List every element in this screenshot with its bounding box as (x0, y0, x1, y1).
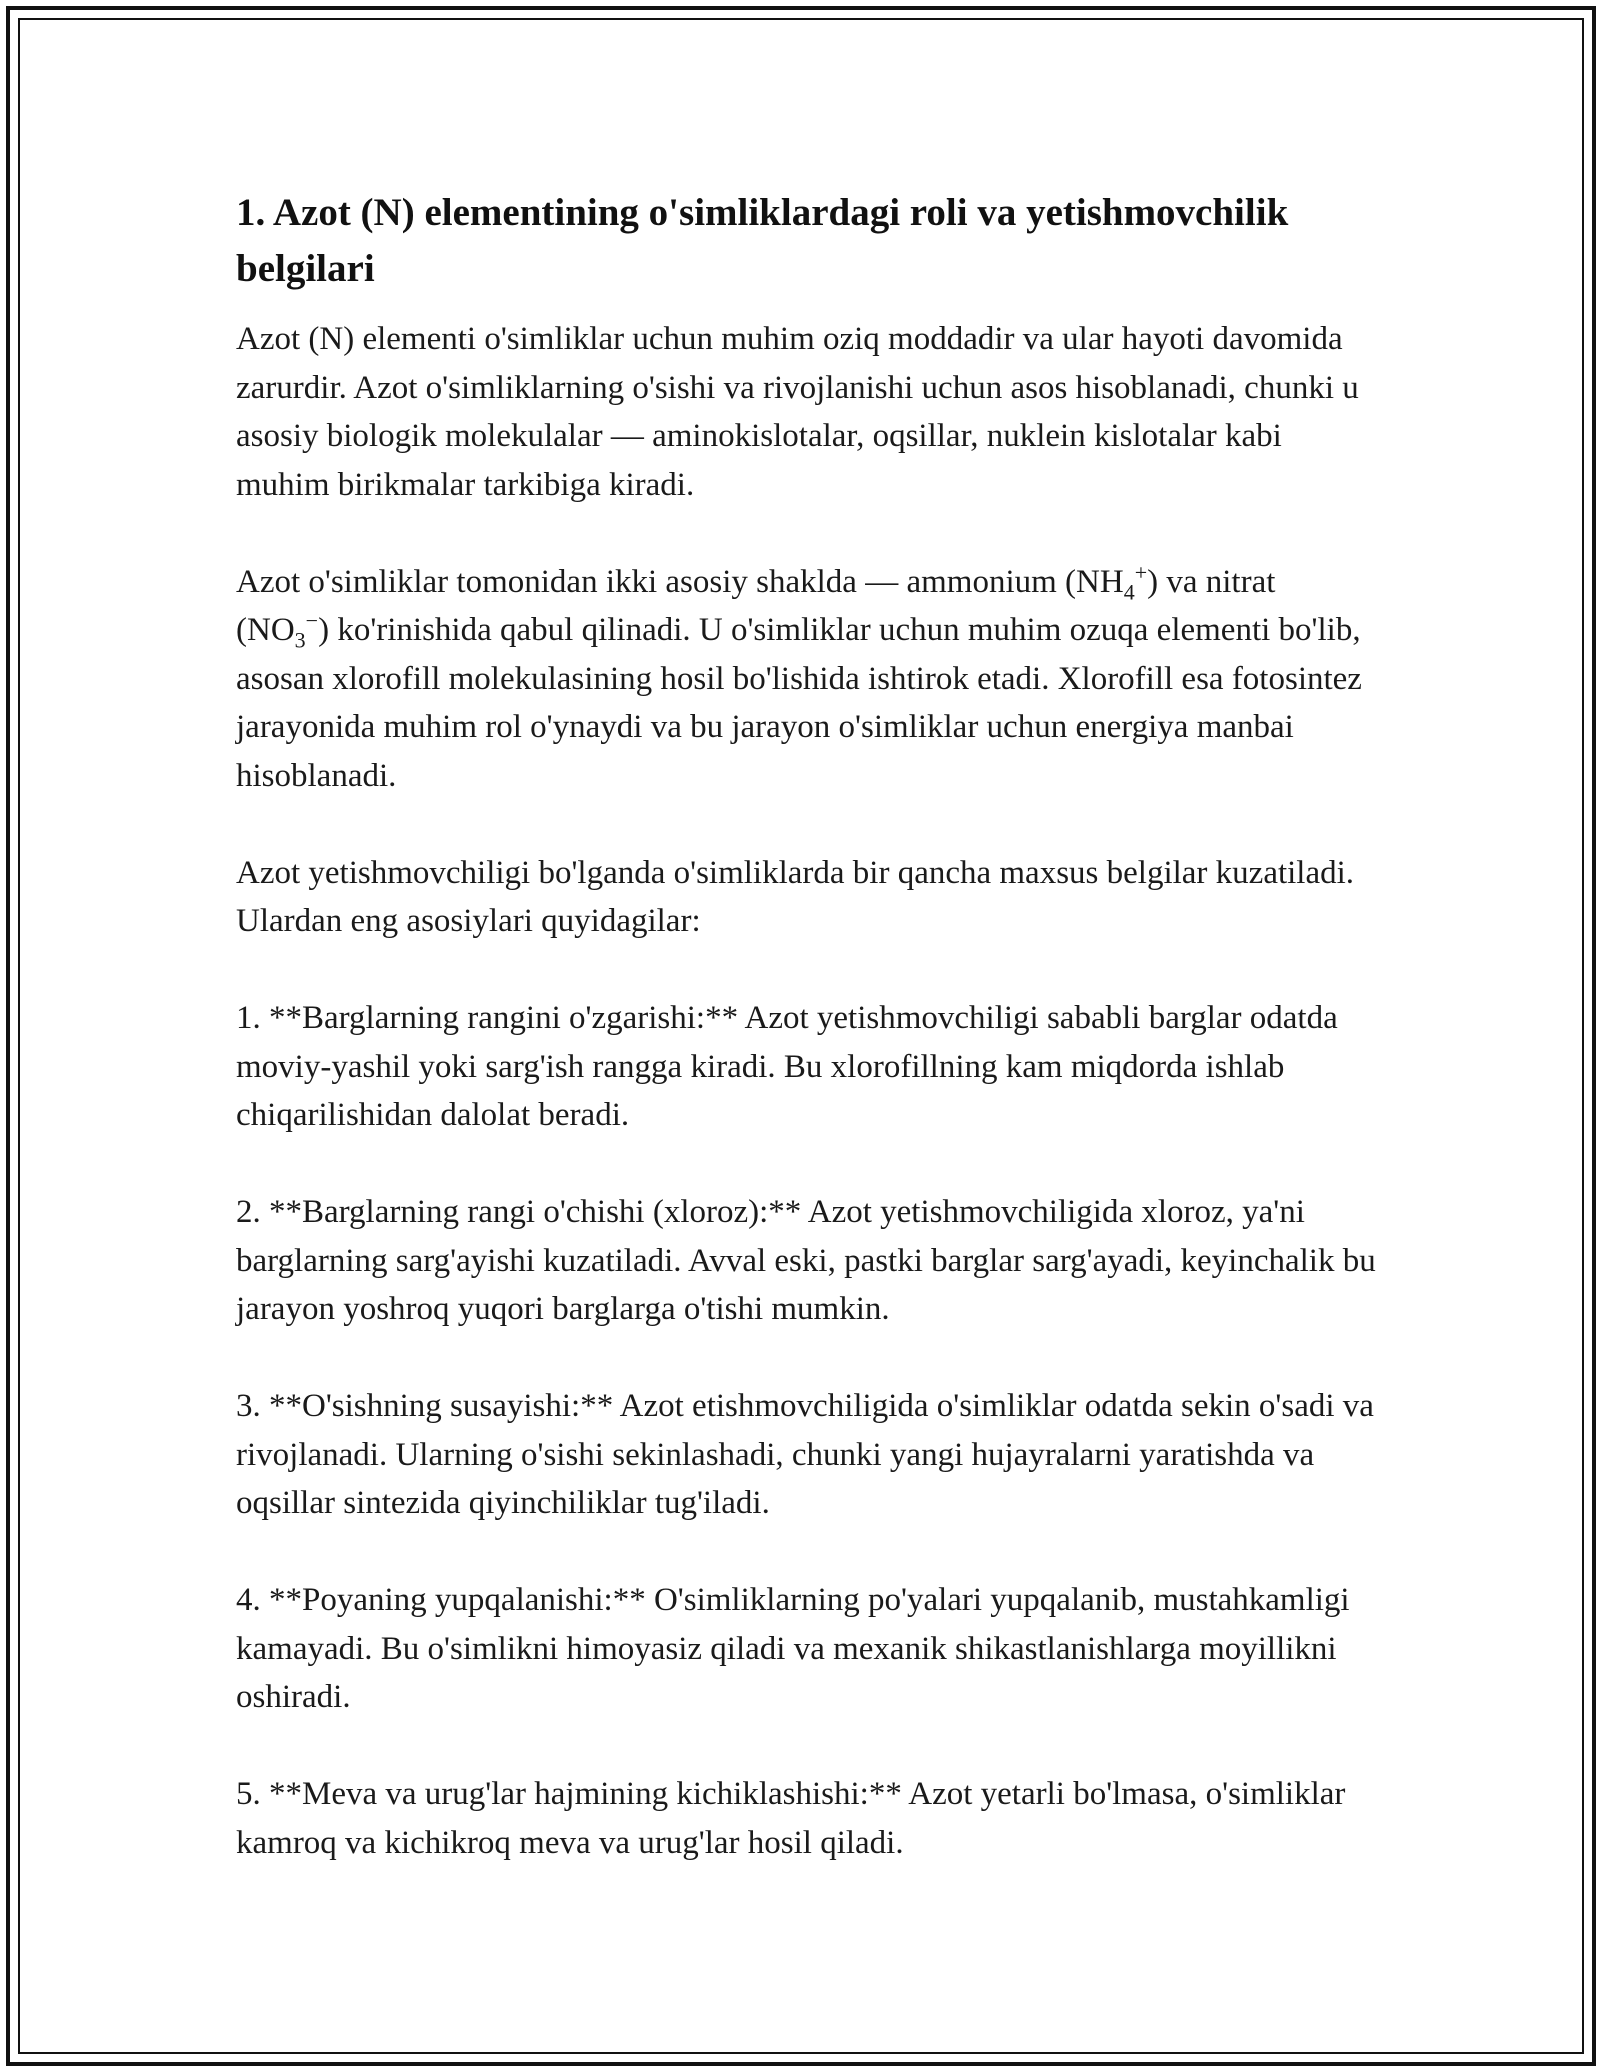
forms-text-1: Azot o'simliklar tomonidan ikki asosiy shaklda — ammonium (NH (236, 563, 1124, 600)
forms-text-3: ) ko'rinishida qabul qilinadi. U o'simliklar uchun muhim ozuqa elementi bo'lib, asosan xlorofill molekulasining hosil bo'lishida ishtirok etadi. Xlorofill esa fotosintez jarayonida muhim rol o'ynaydi va bu jarayon o'simliklar uchun energiya manbai hisoblanadi. (236, 612, 1362, 794)
list-item: 4. **Poyaning yupqalanishi:** O'simliklarning po'yalari yupqalanib, mustahkamligi kamayadi. Bu o'simlikni himoyasiz qiladi va mexanik shikastlanishlarga moyillikni oshiradi. (236, 1582, 1350, 1715)
list-item: 1. **Barglarning rangini o'zgarishi:** Azot yetishmovchiligi sababli barglar odatda moviy-yashil yoki sarg'ish rangga kiradi. Bu xlorofillning kam miqdorda ishlab chiqarilishidan dalolat beradi. (236, 1000, 1338, 1133)
list-item: 2. **Barglarning rangi o'chishi (xloroz):** Azot yetishmovchiligida xloroz, ya'ni barglarning sarg'ayishi kuzatiladi. Avval eski, pastki barglar sarg'ayadi, keyinchalik bu jarayon yoshroq yuqori barglarga o'tishi mumkin. (236, 1194, 1376, 1327)
section-heading: 1. Azot (N) elementining o'simliklardagi roli va yetishmovchilik belgilari (236, 191, 1289, 290)
intro-paragraph: Azot (N) elementi o'simliklar uchun muhim oziq moddadir va ular hayoti davomida zarurdir. Azot o'simliklarning o'sishi va rivojlanishi uchun asos hisoblanadi, chunki u asosiy biologik molekulalar — aminokislotalar, oqsillar, nuklein kislotalar kabi muhim birikmalar tarkibiga kiradi. (236, 321, 1359, 503)
ammonium-superscript: + (1134, 559, 1148, 585)
forms-text-2: ) va nitrat (NO (236, 563, 1276, 648)
nitrate-superscript: − (305, 608, 319, 633)
nitrate-subscript: 3 (294, 627, 306, 653)
document-body (236, 185, 1376, 1867)
list-item: 3. **O'sishning susayishi:** Azot etishmovchiligida o'simliklar odatda sekin o'sadi va rivojlanadi. Ularning o'sishi sekinlashadi, chunki yangi hujayralarni yaratishda va oqsillar sintezida qiyinchiliklar tug'iladi. (236, 1388, 1374, 1521)
list-item: 5. **Meva va urug'lar hajmining kichiklashishi:** Azot yetarli bo'lmasa, o'simliklar kamroq va kichikroq meva va urug'lar hosil qiladi. (236, 1776, 1346, 1861)
ammonium-subscript: 4 (1123, 579, 1135, 605)
nitrogen-forms-paragraph (236, 558, 1376, 801)
deficiency-intro-paragraph: Azot yetishmovchiligi bo'lganda o'simliklarda bir qancha maxsus belgilar kuzatiladi. Ulardan eng asosiylari quyidagilar: (236, 854, 1355, 939)
